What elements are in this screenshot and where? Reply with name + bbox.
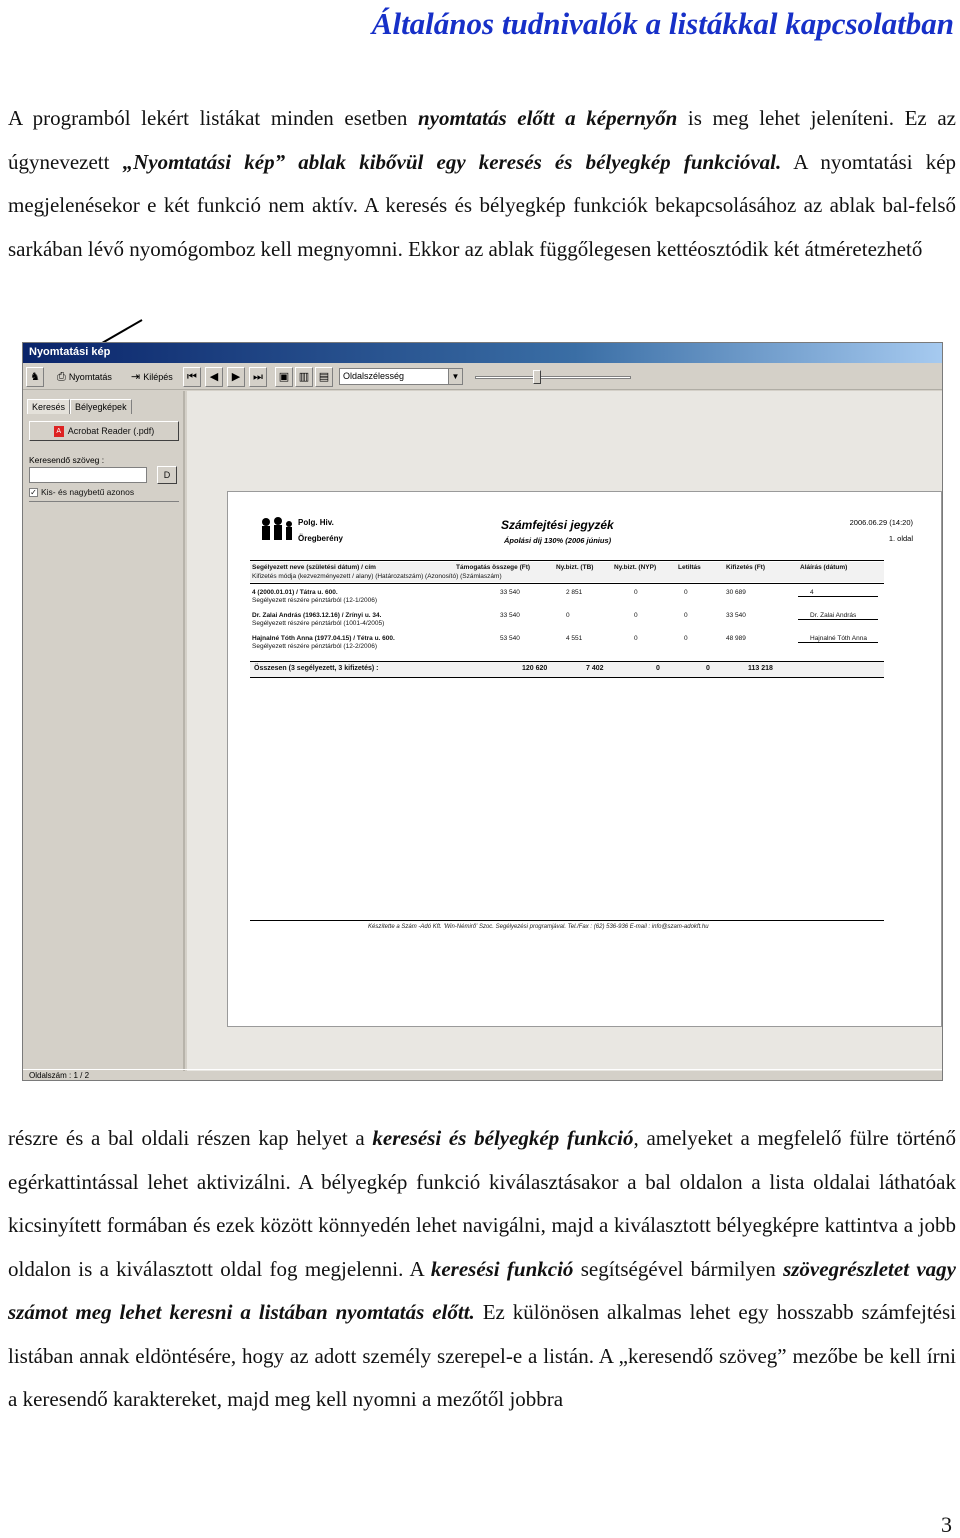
body-text: segítségével bármilyen — [573, 1256, 784, 1281]
document-title: Általános tudnivalók a listákkal kapcsolatban — [371, 6, 954, 41]
fit-page-icon: ▤ — [318, 370, 330, 383]
last-page-button[interactable] — [249, 367, 267, 387]
search-go-label: D — [163, 470, 171, 480]
row-kif: 33 540 — [726, 612, 746, 619]
report-divider — [250, 560, 884, 561]
report-title: Számfejtési jegyzék — [501, 518, 614, 532]
fit-page-button[interactable] — [315, 367, 333, 387]
pdf-export-label: Acrobat Reader (.pdf) — [67, 426, 155, 436]
body-text: A nyomtatási kép megjelenésekor e két funkció nem aktív. A keresés és bélyegkép funkciók bekapcsolásához az ablak bal-felső sarkában lévő nyomógomboz kell megnyomni. Ekkor az ablak függőlegesen kettéosztódik két átméretezhető — [8, 149, 957, 261]
report-org-name: Polg. Hiv. — [298, 518, 334, 527]
table-row — [250, 611, 884, 628]
total-deduction: 0 — [706, 665, 710, 672]
signature-line — [798, 596, 878, 597]
tab-thumbnails[interactable]: Bélyegképek — [70, 399, 132, 414]
row-nyp: 0 — [634, 635, 638, 642]
status-bar — [23, 1069, 943, 1081]
tab-search[interactable]: Keresés — [27, 399, 70, 414]
last-page-icon: ⏭ — [253, 370, 263, 383]
search-input[interactable] — [29, 467, 147, 483]
page-counter: Oldalszám : 1 / 2 — [29, 1071, 90, 1080]
report-footer: Készítette a Szám -Adó Kft. 'Win-Némirő' Szoc. Segélyezési programjával. Tel./Fax : (62) 536-936 E-mail : info@szam-adokft.hu — [368, 924, 709, 930]
row-let: 0 — [684, 635, 688, 642]
table-row — [250, 588, 884, 605]
row-amount: 33 540 — [500, 612, 520, 619]
prev-page-button[interactable] — [205, 367, 223, 387]
signature-line — [798, 642, 878, 643]
row-tb: 4 551 — [566, 635, 583, 642]
exit-icon: ⇥ — [131, 370, 141, 383]
col-nyp-header: Ny.bizt. (NYP) — [614, 564, 657, 571]
printer-icon: ⎙ — [57, 370, 66, 383]
zoom-select[interactable] — [339, 368, 463, 385]
zoom-slider-track — [475, 376, 631, 379]
pdf-export-button[interactable] — [29, 421, 179, 441]
print-preview-window — [22, 342, 943, 1081]
row-let: 0 — [684, 612, 688, 619]
pdf-icon: A — [54, 426, 64, 437]
report-page — [227, 491, 942, 1027]
intro-paragraph — [8, 97, 956, 271]
row-payment-detail: Segélyezett részére pénztárból (12-2/2006) — [252, 643, 378, 650]
toolbar — [23, 364, 943, 390]
report-total-row — [250, 661, 884, 678]
details-paragraph — [8, 1117, 956, 1422]
row-nyp: 0 — [634, 612, 638, 619]
page-number: 3 — [941, 1512, 952, 1537]
signature-line — [798, 619, 878, 620]
zoom-select-value: Oldalszélesség — [343, 371, 405, 381]
row-kif: 30 689 — [726, 589, 746, 596]
emphasis-text: szövegrészletet vagy számot meg lehet keresni a listában nyomtatás előtt. — [8, 1256, 956, 1324]
row-signature: Hajnalné Tóth Anna — [810, 635, 867, 642]
window-title: Nyomtatási kép — [29, 346, 111, 358]
first-page-button[interactable] — [183, 367, 201, 387]
coat-of-arms-logo — [258, 516, 296, 542]
body-text: A programból lekért listákat minden esetben — [8, 106, 418, 130]
row-amount: 33 540 — [500, 589, 520, 596]
col-amount-header: Támogatás összege (Ft) — [456, 564, 531, 571]
row-tb: 0 — [566, 612, 570, 619]
emphasis-text: keresési funkció — [430, 1256, 574, 1281]
report-org-place: Öregberény — [298, 534, 343, 543]
table-row — [250, 634, 884, 651]
body-text: Ez különösen alkalmas lehet egy hosszabb számfejtési listában annak eldöntésére, hogy az adott személy szerepel-e a listán. A „keresendő szöveg” mezőbe be kell írni a keresendő karaktereket, majd meg kell nyomni a mezőtől jobbra — [8, 1300, 956, 1411]
total-payout: 113 218 — [748, 665, 773, 672]
row-payment-detail: Segélyezett részére pénztárból (12-1/2006) — [252, 597, 378, 604]
col-payment-header: Kifizetés módja (kezvezményezett / alany) (Határozatszám) (Azonosító) (Számlaszám) — [252, 573, 502, 580]
emphasis-text: keresési és bélyegkép funkció — [372, 1126, 634, 1150]
report-table-header — [250, 562, 884, 582]
col-deduction-header: Letiltás — [678, 564, 701, 571]
one-page-icon: ▣ — [278, 370, 290, 383]
search-label: Keresendő szöveg : — [29, 455, 105, 465]
row-let: 0 — [684, 589, 688, 596]
col-tb-header: Ny.bizt. (TB) — [556, 564, 594, 571]
print-button[interactable] — [53, 367, 116, 387]
row-tb: 2 851 — [566, 589, 583, 596]
left-panel-tabs — [27, 399, 132, 414]
case-insensitive-checkbox[interactable]: ✓ — [30, 487, 37, 497]
body-text: részre és a bal oldali részen kap helyet a — [8, 1126, 373, 1150]
print-button-label: Nyomtatás — [68, 372, 112, 382]
row-nyp: 0 — [634, 589, 638, 596]
row-signature: 4 — [810, 589, 814, 596]
one-page-button[interactable] — [275, 367, 293, 387]
row-kif: 48 989 — [726, 635, 746, 642]
report-divider — [250, 583, 884, 584]
binoculars-icon: ♞ — [30, 370, 40, 383]
case-insensitive-label: Kis- és nagybetű azonos — [41, 487, 135, 497]
prev-page-icon: ◀ — [209, 370, 219, 383]
search-toggle-button[interactable] — [26, 367, 44, 387]
case-insensitive-option[interactable] — [29, 487, 134, 497]
zoom-slider-knob[interactable] — [533, 370, 541, 384]
col-signature-header: Aláírás (dátum) — [800, 564, 848, 571]
exit-button[interactable] — [127, 367, 177, 387]
next-page-button[interactable] — [227, 367, 245, 387]
report-date: 2006.06.29 (14:20) — [849, 518, 913, 527]
emphasis-text: „Nyomtatási kép” ablak kibővül egy keresés és bélyegkép funkcióval. — [122, 149, 782, 174]
two-page-button[interactable] — [295, 367, 313, 387]
report-footer-divider — [250, 920, 884, 921]
next-page-icon: ▶ — [231, 370, 241, 383]
total-label: Összesen (3 segélyezett, 3 kifizetés) : — [254, 665, 379, 672]
body-text: is meg lehet jeleníteni. Ez az úgynevezett — [8, 106, 956, 174]
preview-area — [187, 391, 943, 1071]
search-panel — [23, 391, 185, 1071]
total-tb: 7 402 — [586, 665, 604, 672]
total-nyp: 0 — [656, 665, 660, 672]
two-page-icon: ▥ — [298, 370, 310, 383]
col-name-header: Segélyezett neve (születési dátum) / cím — [252, 564, 376, 571]
row-signature: Dr. Zalai András — [810, 612, 857, 619]
search-go-button[interactable] — [157, 466, 177, 484]
body-text: , amelyeket a megfelelő fülre történő egérkattintással lehet aktivizálni. A bélyegkép funkció kiválasztásakor a bal oldalon a lista oldalai láthatóak kicsinyített formában és ezek között könnyedén lehet navigálni, majd a kiválasztott bélyegképre kattintva a jobb oldalon is a kiválasztott oldal fog megjelenni. A — [8, 1126, 956, 1281]
row-name: 4 (2000.01.01) / Tátra u. 600. — [252, 589, 338, 596]
row-name: Dr. Zalai András (1963.12.16) / Zrínyi u. 34. — [252, 612, 382, 619]
report-subtitle: Ápolási díj 130% (2006 június) — [504, 536, 612, 545]
window-titlebar — [23, 343, 942, 363]
row-name: Hajnalné Tóth Anna (1977.04.15) / Tétra u. 600. — [252, 635, 395, 642]
row-payment-detail: Segélyezett részére pénztárból (1001-4/2005) — [252, 620, 385, 627]
report-page-number: 1. oldal — [888, 534, 913, 543]
total-amount: 120 620 — [522, 665, 548, 672]
col-payout-header: Kifizetés (Ft) — [726, 564, 765, 571]
row-spacer — [250, 651, 884, 657]
zoom-slider[interactable] — [475, 370, 631, 384]
search-results-area — [29, 501, 179, 1061]
exit-button-label: Kilépés — [143, 372, 173, 382]
emphasis-text: nyomtatás előtt a képernyőn — [417, 106, 678, 130]
chevron-down-icon[interactable]: ▼ — [448, 369, 462, 384]
report-rows — [250, 588, 884, 657]
first-page-icon: ⏮ — [187, 370, 197, 383]
row-amount: 53 540 — [500, 635, 520, 642]
